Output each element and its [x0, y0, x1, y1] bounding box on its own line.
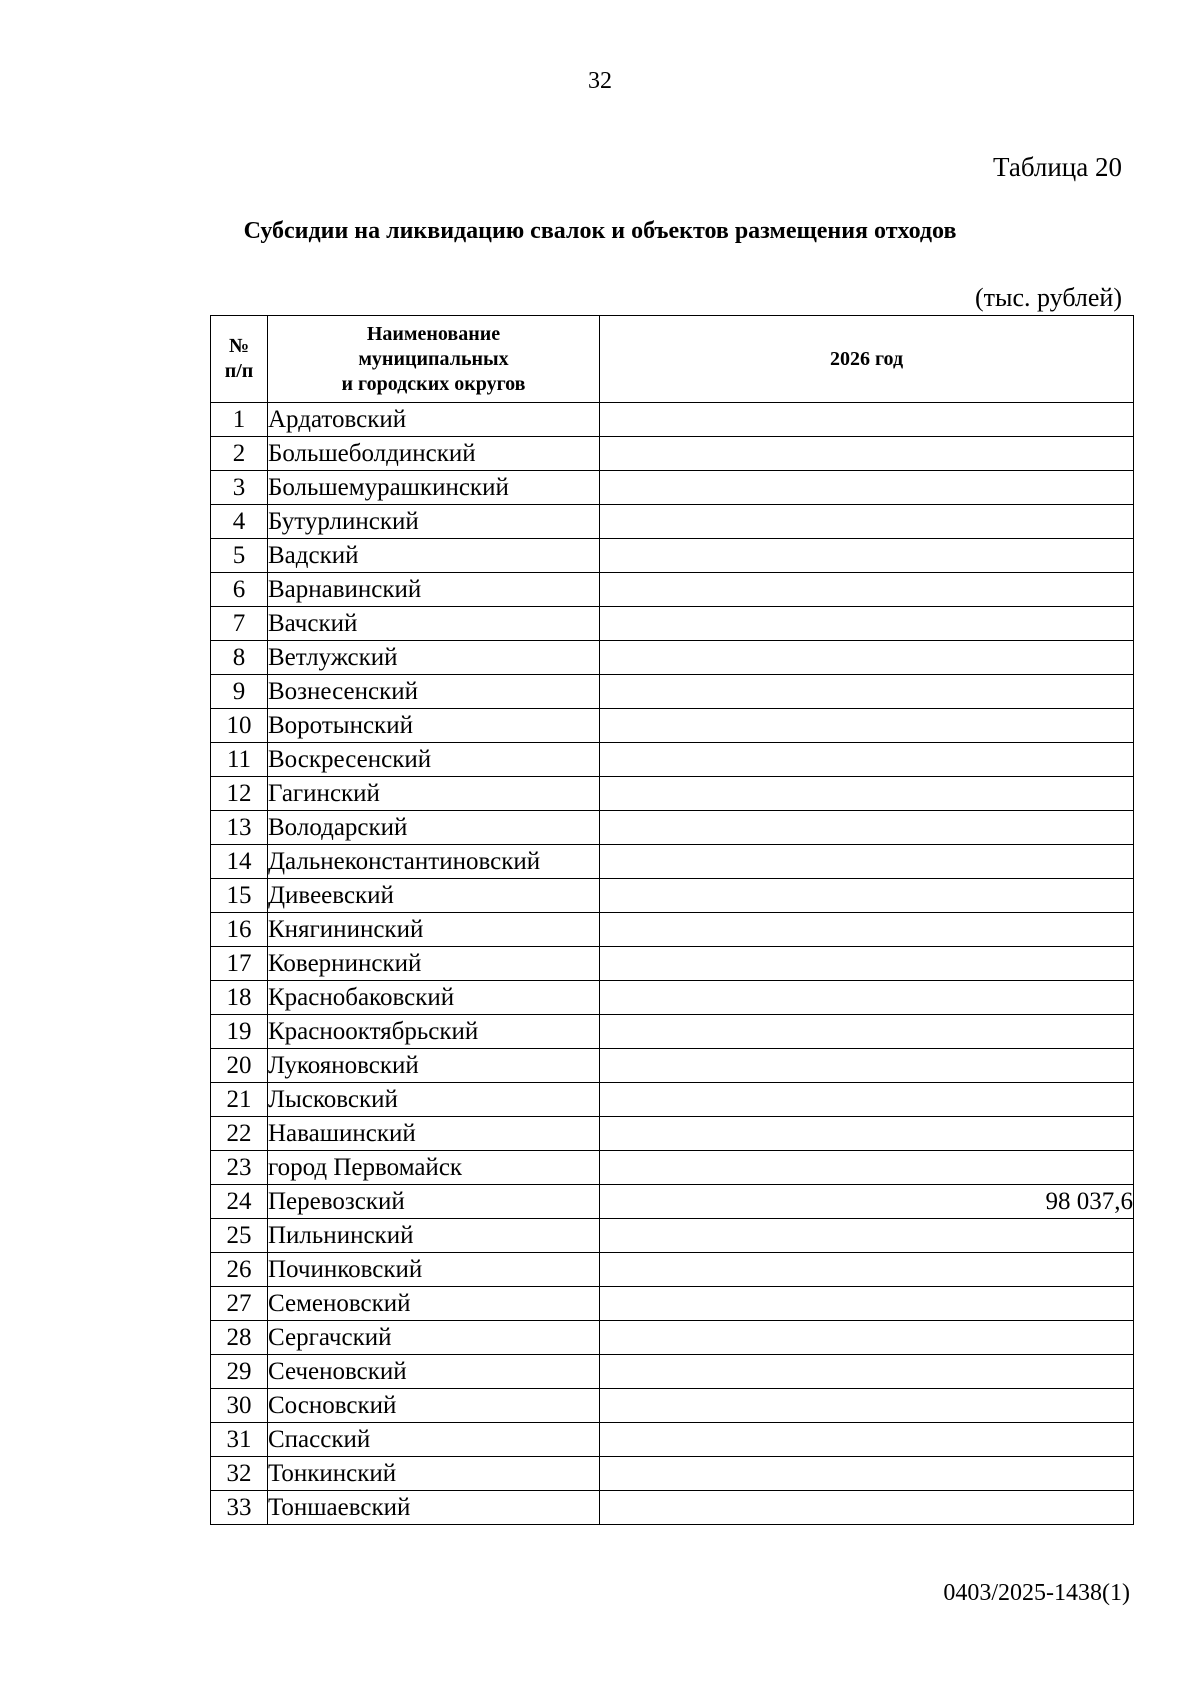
row-value	[600, 1049, 1134, 1083]
table-body	[211, 403, 1134, 1525]
table-row	[211, 505, 1134, 539]
table-header-row	[211, 316, 1134, 403]
row-number: 9	[211, 675, 268, 709]
row-number: 1	[211, 403, 268, 437]
row-value	[600, 471, 1134, 505]
header-num	[211, 316, 268, 403]
row-name: Краснобаковский	[268, 981, 600, 1015]
row-number: 22	[211, 1117, 268, 1151]
table-label: Таблица 20	[993, 152, 1122, 182]
row-number: 23	[211, 1151, 268, 1185]
row-value	[600, 811, 1134, 845]
row-value	[600, 1389, 1134, 1423]
table-row	[211, 743, 1134, 777]
row-number: 6	[211, 573, 268, 607]
row-name: Дивеевский	[268, 879, 600, 913]
row-number: 17	[211, 947, 268, 981]
table-row	[211, 1083, 1134, 1117]
row-value	[600, 743, 1134, 777]
header-num-line1: №	[228, 335, 250, 357]
row-number: 16	[211, 913, 268, 947]
row-name: Семеновский	[268, 1287, 600, 1321]
row-number: 33	[211, 1491, 268, 1525]
row-name: Ветлужский	[268, 641, 600, 675]
row-value	[600, 709, 1134, 743]
row-name: Гагинский	[268, 777, 600, 811]
row-name: Лукояновский	[268, 1049, 600, 1083]
row-value	[600, 1457, 1134, 1491]
row-name: Лысковский	[268, 1083, 600, 1117]
table-row	[211, 1151, 1134, 1185]
subsidy-table	[210, 315, 1134, 1525]
row-name: Починковский	[268, 1253, 600, 1287]
row-number: 13	[211, 811, 268, 845]
row-number: 3	[211, 471, 268, 505]
row-value	[600, 403, 1134, 437]
row-number: 31	[211, 1423, 268, 1457]
row-value	[600, 505, 1134, 539]
row-name: Вадский	[268, 539, 600, 573]
table-row	[211, 1287, 1134, 1321]
row-name: Сергачский	[268, 1321, 600, 1355]
table-row	[211, 437, 1134, 471]
units-note: (тыс. рублей)	[974, 283, 1122, 312]
row-value	[600, 1083, 1134, 1117]
header-num-line2: п/п	[224, 360, 254, 382]
row-number: 25	[211, 1219, 268, 1253]
row-value	[600, 641, 1134, 675]
row-number: 24	[211, 1185, 268, 1219]
row-number: 14	[211, 845, 268, 879]
table-row	[211, 845, 1134, 879]
table-row	[211, 403, 1134, 437]
row-value	[600, 1015, 1134, 1049]
page-number: 32	[588, 68, 612, 94]
row-number: 15	[211, 879, 268, 913]
row-number: 19	[211, 1015, 268, 1049]
row-name: Воскресенский	[268, 743, 600, 777]
row-number: 30	[211, 1389, 268, 1423]
table-row	[211, 811, 1134, 845]
row-name: Тоншаевский	[268, 1491, 600, 1525]
table-row	[211, 1491, 1134, 1525]
row-name: Ардатовский	[268, 403, 600, 437]
row-name: Княгининский	[268, 913, 600, 947]
row-value	[600, 607, 1134, 641]
row-value	[600, 845, 1134, 879]
row-name: Вачский	[268, 607, 600, 641]
table-row	[211, 1253, 1134, 1287]
table-row	[211, 1457, 1134, 1491]
row-number: 21	[211, 1083, 268, 1117]
row-value	[600, 539, 1134, 573]
document-code: 0403/2025-1438(1)	[943, 1580, 1130, 1606]
row-value	[600, 573, 1134, 607]
row-number: 12	[211, 777, 268, 811]
row-name: Навашинский	[268, 1117, 600, 1151]
row-name: Бутурлинский	[268, 505, 600, 539]
row-number: 8	[211, 641, 268, 675]
table-row	[211, 539, 1134, 573]
row-value	[600, 1117, 1134, 1151]
table-row	[211, 1185, 1134, 1219]
table-row	[211, 1117, 1134, 1151]
row-number: 4	[211, 505, 268, 539]
row-value	[600, 1151, 1134, 1185]
table-row	[211, 1423, 1134, 1457]
row-value	[600, 913, 1134, 947]
row-value	[600, 1287, 1134, 1321]
row-name: Воротынский	[268, 709, 600, 743]
table-row	[211, 573, 1134, 607]
row-value	[600, 1423, 1134, 1457]
table-row	[211, 675, 1134, 709]
table-row	[211, 947, 1134, 981]
header-name-line2: муниципальных	[358, 347, 509, 370]
header-name-line1: Наименование	[366, 322, 501, 345]
row-name: Перевозский	[268, 1185, 600, 1219]
table-row	[211, 471, 1134, 505]
row-name: Ковернинский	[268, 947, 600, 981]
row-name: Пильнинский	[268, 1219, 600, 1253]
table-row	[211, 607, 1134, 641]
row-name: Вознесенский	[268, 675, 600, 709]
row-name: Большемурашкинский	[268, 471, 600, 505]
table-row	[211, 981, 1134, 1015]
row-value	[600, 777, 1134, 811]
row-value	[600, 675, 1134, 709]
row-name: город Первомайск	[268, 1151, 600, 1185]
row-number: 11	[211, 743, 268, 777]
row-value	[600, 1355, 1134, 1389]
row-number: 10	[211, 709, 268, 743]
row-value	[600, 1491, 1134, 1525]
row-name: Сосновский	[268, 1389, 600, 1423]
row-name: Сеченовский	[268, 1355, 600, 1389]
row-name: Дальнеконстантиновский	[268, 845, 600, 879]
header-name-line3: и городских округов	[341, 372, 526, 395]
row-value: 98 037,6	[600, 1185, 1134, 1219]
row-number: 7	[211, 607, 268, 641]
document-title: Субсидии на ликвидацию свалок и объектов размещения отходов	[243, 218, 957, 244]
row-number: 18	[211, 981, 268, 1015]
header-year: 2026 год	[600, 316, 1134, 403]
row-value	[600, 879, 1134, 913]
row-number: 29	[211, 1355, 268, 1389]
row-name: Тонкинский	[268, 1457, 600, 1491]
table-row	[211, 777, 1134, 811]
row-name: Володарский	[268, 811, 600, 845]
table-row	[211, 1219, 1134, 1253]
table-row	[211, 1321, 1134, 1355]
row-name: Краснооктябрьский	[268, 1015, 600, 1049]
row-number: 5	[211, 539, 268, 573]
row-value	[600, 1219, 1134, 1253]
row-number: 20	[211, 1049, 268, 1083]
row-number: 28	[211, 1321, 268, 1355]
table-row	[211, 879, 1134, 913]
row-value	[600, 947, 1134, 981]
row-value	[600, 1253, 1134, 1287]
row-value	[600, 437, 1134, 471]
table-row	[211, 709, 1134, 743]
row-name: Варнавинский	[268, 573, 600, 607]
table-row	[211, 1015, 1134, 1049]
row-number: 2	[211, 437, 268, 471]
header-name	[268, 316, 600, 403]
row-number: 27	[211, 1287, 268, 1321]
row-number: 26	[211, 1253, 268, 1287]
table-row	[211, 1049, 1134, 1083]
row-name: Большеболдинский	[268, 437, 600, 471]
row-value	[600, 981, 1134, 1015]
row-value	[600, 1321, 1134, 1355]
table-row	[211, 641, 1134, 675]
table-row	[211, 1389, 1134, 1423]
row-number: 32	[211, 1457, 268, 1491]
table-row	[211, 1355, 1134, 1389]
row-name: Спасский	[268, 1423, 600, 1457]
table-row	[211, 913, 1134, 947]
